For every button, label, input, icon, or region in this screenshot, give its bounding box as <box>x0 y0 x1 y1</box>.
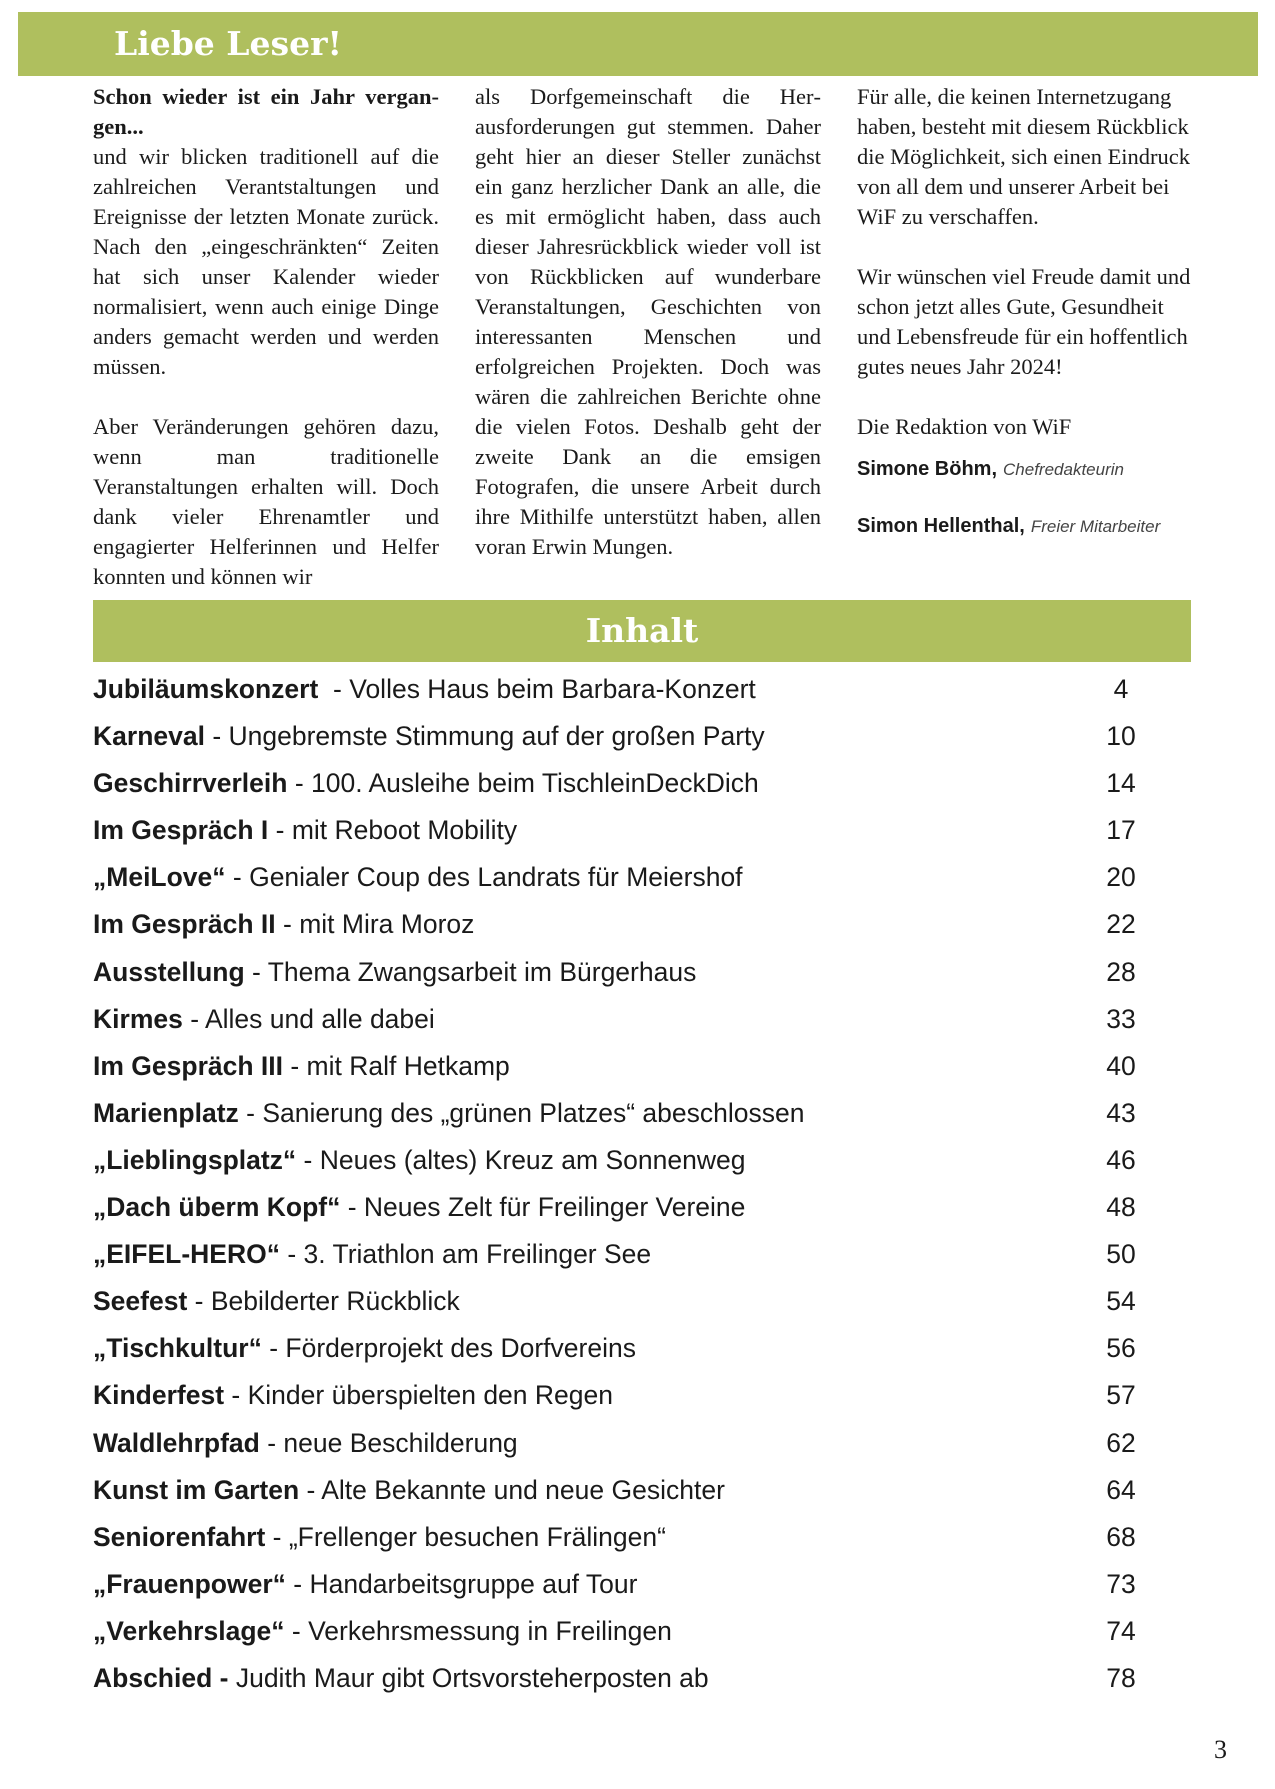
toc-entry <box>93 1561 1153 1608</box>
toc-entry-page: 4 <box>1113 674 1129 704</box>
toc-entry <box>93 1372 1153 1419</box>
toc-entry <box>93 1090 1153 1137</box>
toc-entry-title: Jubiläumskonzert <box>93 674 319 704</box>
toc-entry <box>93 854 1153 901</box>
signature-role: Freier Mitarbeiter <box>1030 517 1161 536</box>
toc-entry <box>93 1137 1153 1184</box>
toc-entry <box>93 949 1153 996</box>
toc-entry-title: Im Gespräch III <box>93 1050 283 1081</box>
toc-entry <box>93 1467 1153 1514</box>
toc-entry-page: 74 <box>1106 1615 1136 1646</box>
toc-entry-page: 10 <box>1106 721 1136 752</box>
toc-entry-page: 17 <box>1106 815 1136 846</box>
toc-entry-description: - Sanierung des „grünen Platzes“ abeschlossen <box>238 1097 805 1128</box>
toc-entry-title: Geschirrverleih <box>93 768 288 799</box>
toc-entry <box>93 1514 1153 1561</box>
toc-entry-description: - 3. Triathlon am Freilinger See <box>279 1239 652 1270</box>
toc-entry-title: „EIFEL-HERO“ <box>93 1239 280 1270</box>
intro-column-3 <box>857 82 1203 592</box>
toc-entry-page: 73 <box>1106 1568 1136 1599</box>
toc-entry-description: - Förderprojekt des Dorfvereins <box>261 1333 636 1364</box>
toc-entry-page: 64 <box>1106 1474 1136 1505</box>
toc-entry-title: Seefest <box>93 1286 188 1317</box>
toc-entry <box>93 1608 1153 1655</box>
toc-entry-description: - Kinder überspielten den Regen <box>224 1380 613 1411</box>
intro-paragraph: und wir blicken traditionell auf die zahlreichen Verantstaltungen und Ereignisse der letzten Monate zurück. Nach den „eingeschränkten“ Zeiten hat sich unser Kalender wieder normalisiert, wenn auch einige Dinge anders gemacht werden und werden müssen. <box>93 144 439 379</box>
toc-entry-page: 56 <box>1106 1333 1136 1364</box>
page-title: Liebe Leser! <box>114 24 342 63</box>
intro-lead: Schon wieder ist ein Jahr vergangen... <box>93 84 439 139</box>
toc-entry <box>93 1420 1153 1467</box>
intro-greeting: Die Redaktion von WiF <box>857 414 1072 439</box>
toc-entry-description: - Bebilderter Rückblick <box>187 1286 460 1317</box>
toc-entry-description: - Verkehrsmessung in Freilingen <box>284 1615 672 1646</box>
toc-entry <box>93 901 1153 948</box>
toc-entry-description: - mit Ralf Hetkamp <box>283 1050 510 1081</box>
page-number: 3 <box>1214 1735 1227 1764</box>
toc-entry-description: - 100. Ausleihe beim TischleinDeckDich <box>287 768 759 799</box>
toc-entry <box>93 760 1153 807</box>
toc-entry-description: - Ungebremste Stimmung auf der großen Party <box>204 721 765 752</box>
toc-entry-title: Waldlehrpfad <box>93 1427 260 1458</box>
toc-entry-title: Marienplatz <box>93 1097 239 1128</box>
toc-entry-title: Im Gespräch II <box>93 909 276 940</box>
toc-entry-page: 68 <box>1106 1521 1136 1552</box>
toc-entry-description: - Genialer Coup des Landrats für Meiershof <box>225 862 743 893</box>
toc-entry-description: - Alles und alle dabei <box>182 1003 435 1034</box>
toc-entry-page: 57 <box>1106 1380 1136 1411</box>
toc-entry <box>93 1655 1153 1702</box>
intro-paragraph: als Dorfgemeinschaft die Herausforderungen gut stemmen. Daher geht hier an dieser Steller zunächst ein ganz herzlicher Dank an alle, die es mit ermöglicht haben, dass auch dieser Jahresrückblick wieder voll ist von Rückblicken auf wunderbare Veranstaltungen, Geschichten von interessanten Menschen und erfolgreichen Projekten. Doch was wären die zahlreichen Berichte ohne die vielen Fotos. Deshalb geht der zweite Dank an die emsigen Fotografen, die unsere Arbeit durch ihre Mithilfe unterstützt haben, allen voran Erwin Mungen. <box>475 84 821 559</box>
intro-paragraph: Wir wünschen viel Freude damit und schon jetzt alles Gute, Gesundheit und Lebensfreude für ein hoffentlich gutes neues Jahr 2024! <box>857 264 1191 379</box>
intro-column-2 <box>475 82 821 592</box>
toc-entry <box>93 807 1153 854</box>
toc-entry-description: - mit Mira Moroz <box>275 909 475 940</box>
toc-entry <box>93 713 1153 760</box>
toc-entry-title: „Dach überm Kopf“ <box>93 1192 341 1223</box>
toc-entry-title: „MeiLove“ <box>93 862 226 893</box>
toc-entry-page: 54 <box>1106 1286 1136 1317</box>
toc-entry <box>93 666 1153 713</box>
intro-paragraph: Aber Veränderungen gehören dazu, wenn man traditionelle Veranstaltungen erhalten will. Doch dank vieler Ehrenamtler und engagierter Helferinnen und Helfer konnten und können wir <box>93 414 439 589</box>
signature-name: Simone Böhm, <box>857 458 998 480</box>
toc-entry <box>93 1231 1153 1278</box>
toc-entry-title: „Frauenpower“ <box>93 1568 286 1599</box>
toc-entry-title: Ausstellung <box>93 956 245 987</box>
toc-entry-description: Judith Maur gibt Ortsvorsteherposten ab <box>228 1662 709 1693</box>
toc-entry-title: „Lieblingsplatz“ <box>93 1144 297 1175</box>
table-of-contents <box>93 666 1153 1702</box>
toc-entry-description: - Thema Zwangsarbeit im Bürgerhaus <box>244 956 697 987</box>
toc-entry-title: „Tischkultur“ <box>93 1333 262 1364</box>
toc-entry-description: - „Frellenger besuchen Frälingen“ <box>265 1521 666 1552</box>
toc-entry-description: - mit Reboot Mobility <box>268 815 518 846</box>
toc-entry-description: - Neues Zelt für Freilinger Vereine <box>340 1192 746 1223</box>
signature-name: Simon Hellenthal, <box>857 515 1025 537</box>
toc-title: Inhalt <box>585 611 699 650</box>
intro-column-1 <box>93 82 439 592</box>
toc-entry-page: 40 <box>1106 1050 1136 1081</box>
toc-entry-description: - Neues (altes) Kreuz am Sonnenweg <box>296 1144 746 1175</box>
toc-entry-page: 50 <box>1106 1239 1136 1270</box>
toc-entry <box>93 1278 1153 1325</box>
toc-entry-title: Kunst im Garten <box>93 1474 300 1505</box>
toc-entry-description: - neue Beschilderung <box>259 1427 518 1458</box>
toc-entry-description: - Volles Haus beim Barbara-Konzert <box>318 674 756 704</box>
toc-entry-page: 62 <box>1106 1427 1136 1458</box>
toc-entry-page: 14 <box>1106 768 1136 799</box>
toc-entry-page: 43 <box>1106 1097 1136 1128</box>
toc-entry-title: Abschied - <box>93 1662 229 1693</box>
toc-entry-title: Seniorenfahrt <box>93 1521 266 1552</box>
intro-paragraph: Für alle, die keinen Internetzugang haben, besteht mit diesem Rückblick die Möglichkeit, sich einen Eindruck von all dem und unserer Arbeit bei WiF zu verschaffen. <box>857 84 1191 229</box>
toc-entry-description: - Handarbeitsgruppe auf Tour <box>285 1568 638 1599</box>
toc-header <box>93 600 1191 662</box>
toc-entry-title: Kinderfest <box>93 1380 225 1411</box>
toc-entry-description: - Alte Bekannte und neue Gesichter <box>299 1474 725 1505</box>
toc-entry-page: 28 <box>1106 956 1136 987</box>
toc-entry <box>93 996 1153 1043</box>
toc-entry-title: Im Gespräch I <box>93 815 269 846</box>
toc-entry-title: „Verkehrslage“ <box>93 1615 285 1646</box>
toc-entry-page: 46 <box>1106 1144 1136 1175</box>
toc-entry-page: 33 <box>1106 1003 1136 1034</box>
toc-entry-page: 22 <box>1106 909 1136 940</box>
toc-entry-page: 78 <box>1106 1662 1136 1693</box>
header-banner <box>18 12 1258 76</box>
toc-entry-title: Karneval <box>93 721 205 752</box>
intro-letter <box>93 82 1203 592</box>
signature <box>857 511 1203 542</box>
toc-entry-page: 20 <box>1106 862 1136 893</box>
toc-entry-page: 48 <box>1106 1192 1136 1223</box>
signature <box>857 454 1203 485</box>
signature-role: Chefredakteurin <box>1003 460 1124 479</box>
toc-entry <box>93 1325 1153 1372</box>
toc-entry <box>93 1184 1153 1231</box>
toc-entry-title: Kirmes <box>93 1003 183 1034</box>
toc-entry <box>93 1043 1153 1090</box>
